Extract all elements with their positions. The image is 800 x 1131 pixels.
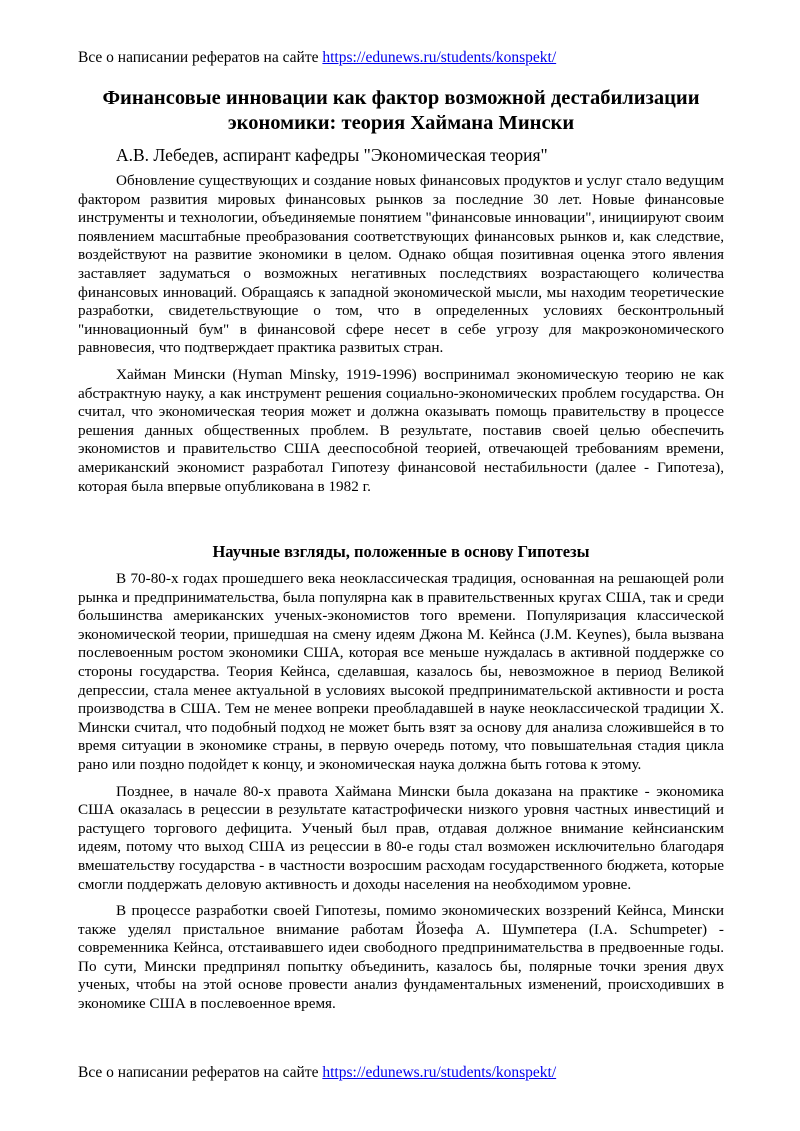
section-heading: Научные взгляды, положенные в основу Гипотезы: [212, 542, 590, 561]
page-header: [78, 48, 556, 68]
main-section: [78, 570, 724, 1022]
title-line-2: экономики: теория Хаймана Мински: [227, 112, 575, 134]
title-line-1: Финансовые инновации как фактор возможной дестабилизации: [102, 87, 700, 109]
page-footer: [78, 1063, 556, 1083]
footer-link[interactable]: https://edunews.ru/students/konspekt/: [322, 1064, 557, 1081]
intro-section: [78, 172, 724, 504]
author-line: А.В. Лебедев, аспирант кафедры "Экономическая теория": [116, 145, 548, 165]
paragraph: Хайман Мински (Hyman Minsky, 1919-1996) воспринимал экономическую теорию не как абстрактную науку, а как инструмент решения социально-экономических проблем государства. Он считал, что экономическая теория может и должна оказывать помощь правительству в процессе решения данных общественных проблем. В результате, поставив своей целью обеспечить экономистов и правительство США дееспособной теорией, отвечающей требованиям времени, американский экономист разработал Гипотезу финансовой нестабильности (далее - Гипотеза), которая была впервые опубликована в 1982 г.: [78, 365, 724, 495]
footer-prefix: Все о написании рефератов на сайте: [78, 1064, 323, 1081]
document-title: [78, 86, 724, 136]
paragraph: В процессе разработки своей Гипотезы, помимо экономических воззрений Кейнса, Мински также уделял пристальное внимание работам Йозефа А. Шумпетера (I.A. Schumpeter) - современника Кейнса, отстаивавшего идеи свободного предпринимательства в предвоенные годы. По сути, Мински предпринял попытку объединить, казалось бы, полярные точки зрения двух ученых, чтобы на этой основе провести анализ фундаментальных изменений, происходивших в экономике США в послевоенное время.: [78, 902, 724, 1013]
paragraph: В 70-80-х годах прошедшего века неоклассическая традиция, основанная на решающей роли рынка и предпринимательства, была популярна как в правительственных кругах США, так и среди большинства американских ученых-экономистов того времени. Популяризация классической экономической теории, пришедшая на смену идеям Джона М. Кейнса (J.M. Keynes), была вызвана послевоенным ростом экономики США, которая все меньше нуждалась в активной поддержке со стороны государства. Теория Кейнса, сделавшая, казалось бы, невозможное в период Великой депрессии, стала менее актуальной в условиях высокой предпринимательской активности и роста производства в США. Тем не менее вопреки преобладавшей в науке неоклассической традиции Х. Мински считал, что подобный подход не может быть взят за основу для анализа сложившейся в то время ситуации в экономике страны, в первую очередь потому, что повышательная стадия цикла рано или поздно подойдет к концу, и экономическая наука должна быть готова к этому.: [78, 570, 724, 773]
paragraph: Обновление существующих и создание новых финансовых продуктов и услуг стало ведущим фактором развития мировых финансовых рынков за последние 30 лет. Новые финансовые инструменты и технологии, объединяемые понятием "финансовые инновации", инициируют своим появлением масштабные преобразования соответствующих финансовых рынков и, как следствие, воздействуют на развитие экономики в целом. Однако общая позитивная оценка этого явления заставляет задуматься о возможных негативных последствиях возрастающего количества финансовых инноваций. Обращаясь к западной экономической мысли, мы находим теоретические разработки, свидетельствующие о том, что в определенных условиях бесконтрольный "инновационный бум" в финансовой сфере несет в себе угрозу для макроэкономического равновесия, что подтверждает практика развитых стран.: [78, 172, 724, 357]
paragraph: Позднее, в начале 80-х правота Хаймана Мински была доказана на практике - экономика США оказалась в рецессии в результате катастрофически низкого уровня частных инвестиций и растущего торгового дефицита. Ученый был прав, отдавая должное внимание кейнсианским идеям, потому что выход США из рецессии в 80-е годы стал возможен исключительно благодаря вмешательству государства - в частности возросшим расходам государственного бюджета, которые смогли поддержать деловую активность и доходы населения на необходимом уровне.: [78, 782, 724, 893]
header-link[interactable]: https://edunews.ru/students/konspekt/: [322, 49, 557, 66]
header-prefix: Все о написании рефератов на сайте: [78, 49, 323, 66]
